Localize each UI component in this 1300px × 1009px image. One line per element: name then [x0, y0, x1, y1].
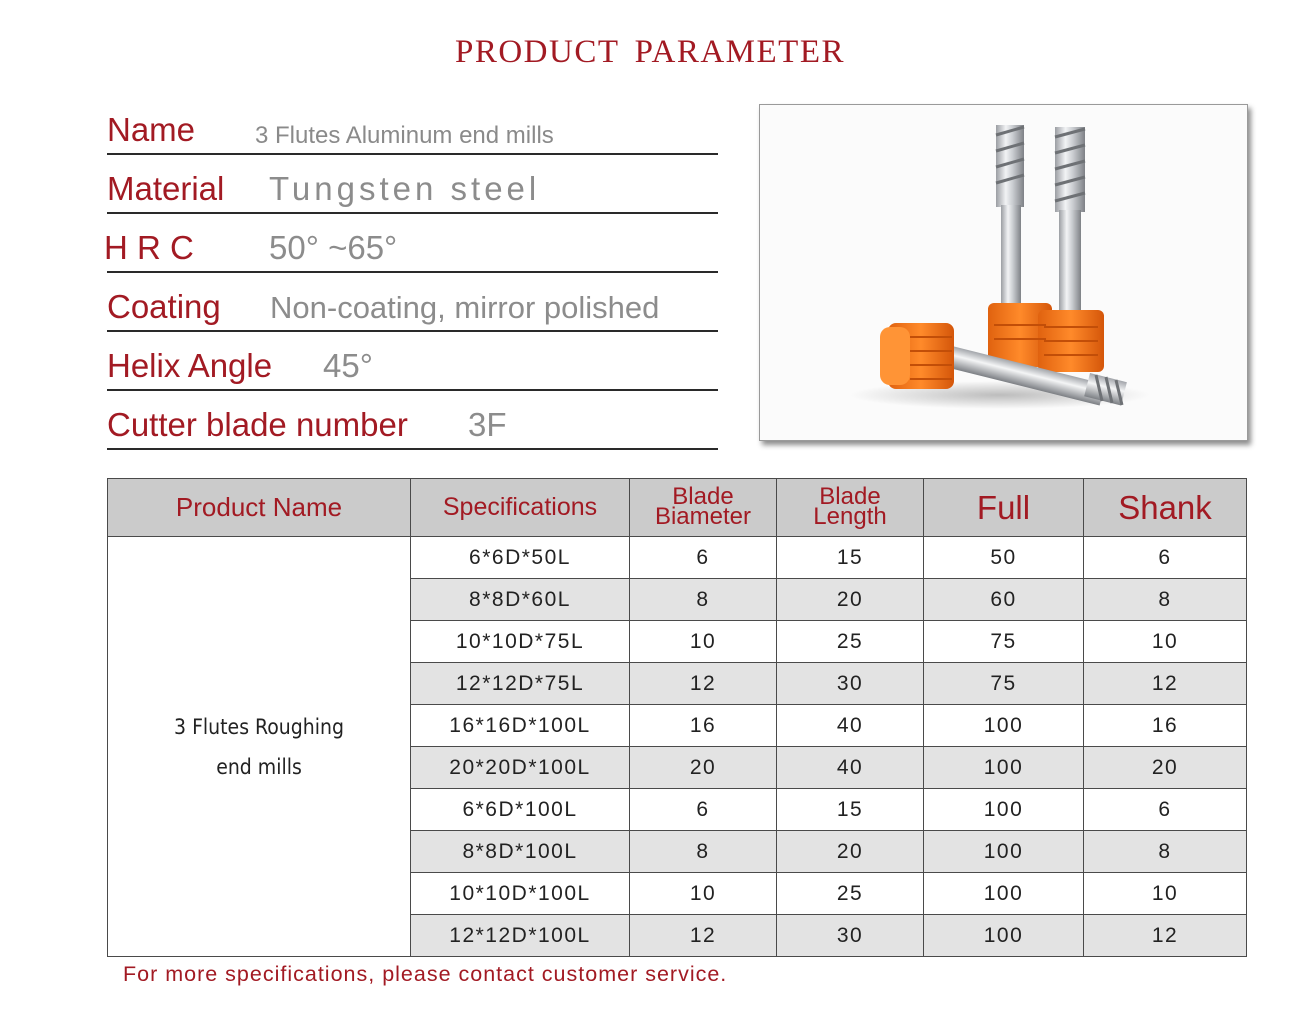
cell-shank: 10: [1084, 873, 1247, 915]
cell-full: 100: [924, 747, 1084, 789]
cell-blade-length: 40: [777, 705, 924, 747]
cell-blade-length: 20: [777, 579, 924, 621]
cell-full: 100: [924, 873, 1084, 915]
cell-full: 75: [924, 621, 1084, 663]
cell-blade-length: 30: [777, 663, 924, 705]
cell-spec: 20*20D*100L: [411, 747, 630, 789]
cell-shank: 8: [1084, 579, 1247, 621]
param-value-material: Tungsten steel: [269, 170, 541, 207]
cell-shank: 16: [1084, 705, 1247, 747]
param-row-coating: [107, 273, 718, 332]
specification-table: [107, 478, 1247, 957]
end-mill-illustration: [760, 105, 1247, 440]
cell-full: 60: [924, 579, 1084, 621]
product-name-cell: [108, 537, 411, 957]
param-row-blade-number: [107, 391, 718, 450]
cell-blade-diameter: 8: [630, 831, 777, 873]
cell-blade-diameter: 20: [630, 747, 777, 789]
page-title: PRODUCT PARAMETER: [454, 34, 845, 70]
cell-blade-length: 30: [777, 915, 924, 957]
header-shank: Shank: [1084, 479, 1247, 537]
param-row-material: [107, 155, 718, 214]
header-blade-length: [777, 479, 924, 537]
header-blade-length-line2: Length: [813, 502, 887, 530]
cell-spec: 16*16D*100L: [411, 705, 630, 747]
table-header-row: [108, 479, 1247, 537]
cell-shank: 6: [1084, 537, 1247, 579]
cell-shank: 12: [1084, 663, 1247, 705]
header-blade-length-line1: Blade: [819, 482, 881, 510]
cell-spec: 8*8D*100L: [411, 831, 630, 873]
cell-blade-diameter: 16: [630, 705, 777, 747]
cell-spec: 6*6D*100L: [411, 789, 630, 831]
param-label-material: Material: [107, 170, 225, 207]
cell-blade-length: 25: [777, 621, 924, 663]
param-label-blade-number: Cutter blade number: [107, 406, 408, 443]
cell-blade-length: 25: [777, 873, 924, 915]
param-row-name: [107, 96, 718, 155]
cell-blade-diameter: 10: [630, 621, 777, 663]
footer-note: For more specifications, please contact customer service.: [123, 962, 728, 986]
header-blade-diameter: [630, 479, 777, 537]
param-row-hrc: [104, 214, 718, 273]
cell-full: 100: [924, 789, 1084, 831]
param-value-hrc: 50° ~65°: [269, 229, 398, 266]
cell-full: 50: [924, 537, 1084, 579]
cell-spec: 8*8D*60L: [411, 579, 630, 621]
cell-blade-length: 40: [777, 747, 924, 789]
product-name-line2: end mills: [216, 754, 302, 779]
cell-shank: 8: [1084, 831, 1247, 873]
cell-full: 100: [924, 831, 1084, 873]
cell-full: 100: [924, 705, 1084, 747]
parameter-list: [104, 96, 718, 450]
cell-blade-diameter: 6: [630, 789, 777, 831]
cell-blade-diameter: 12: [630, 915, 777, 957]
cell-shank: 20: [1084, 747, 1247, 789]
param-label-hrc: H R C: [104, 229, 194, 266]
cell-spec: 12*12D*100L: [411, 915, 630, 957]
cell-blade-length: 15: [777, 789, 924, 831]
header-blade-diameter-line2: Biameter: [654, 502, 752, 530]
cell-shank: 6: [1084, 789, 1247, 831]
cell-blade-diameter: 12: [630, 663, 777, 705]
header-blade-diameter-line1: Blade: [672, 482, 734, 510]
header-full: Full: [924, 479, 1084, 537]
cell-blade-diameter: 6: [630, 537, 777, 579]
cell-spec: 10*10D*75L: [411, 621, 630, 663]
param-value-helix-angle: 45°: [323, 347, 373, 384]
cell-blade-length: 15: [777, 537, 924, 579]
param-label-name: Name: [107, 111, 196, 148]
cell-spec: 10*10D*100L: [411, 873, 630, 915]
cell-spec: 6*6D*50L: [411, 537, 630, 579]
cell-blade-length: 20: [777, 831, 924, 873]
param-value-blade-number: 3F: [468, 406, 507, 443]
param-label-helix-angle: Helix Angle: [107, 347, 273, 384]
param-value-name: 3 Flutes Aluminum end mills: [255, 122, 554, 149]
header-product-name: Product Name: [108, 479, 411, 537]
product-photo: [759, 104, 1248, 441]
cell-blade-diameter: 8: [630, 579, 777, 621]
cell-full: 75: [924, 663, 1084, 705]
table-row: [108, 537, 1247, 579]
cell-shank: 10: [1084, 621, 1247, 663]
cell-spec: 12*12D*75L: [411, 663, 630, 705]
cell-blade-diameter: 10: [630, 873, 777, 915]
param-value-coating: Non-coating, mirror polished: [270, 290, 660, 325]
product-name-line1: 3 Flutes Roughing: [174, 714, 344, 739]
cell-full: 100: [924, 915, 1084, 957]
header-specifications: Specifications: [411, 479, 630, 537]
param-row-helix-angle: [107, 332, 718, 391]
param-label-coating: Coating: [107, 288, 221, 325]
cell-shank: 12: [1084, 915, 1247, 957]
